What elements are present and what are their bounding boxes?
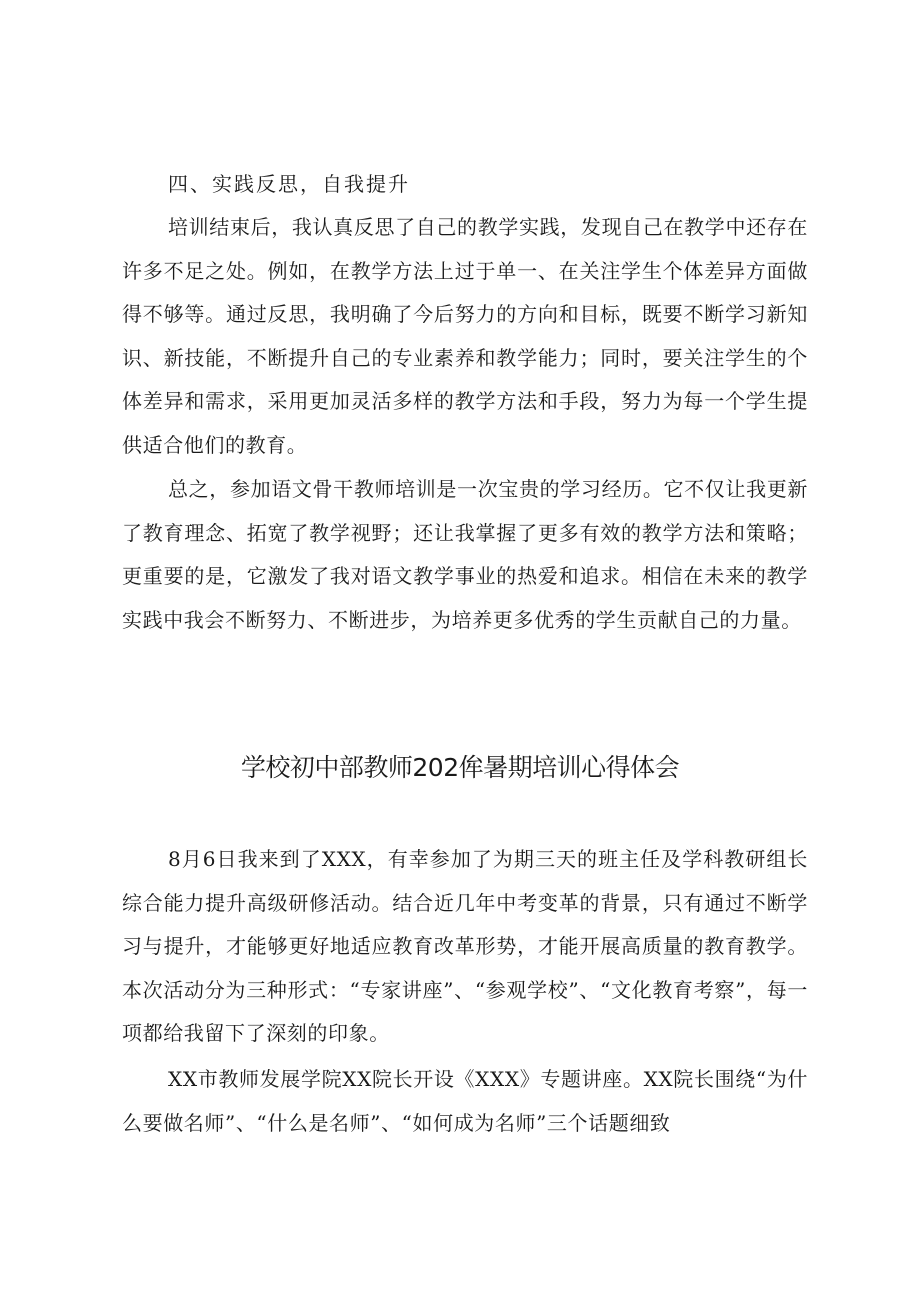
summary-paragraph: 总之，参加语文骨干教师培训是一次宝贵的学习经历。它不仅让我更新了教育理念、拓宽了教学视野；还让我掌握了更多有效的教学方法和策略；更重要的是，它激发了我对语文教学事业的热爱和追求。相信在未来的教学实践中我会不断努力、不断进步，为培养更多优秀的学生贡献自己的力量。 [122, 477, 808, 632]
lecture-paragraph: XX市教师发展学院XX院长开设《XXX》专题讲座。XX院长围绕“为什么要做名师”、“什么是名师”、“如何成为名师”三个话题细致 [122, 1067, 808, 1135]
section-heading: 四、实践反思，自我提升 [168, 172, 410, 196]
reflection-paragraph: 培训结束后，我认真反思了自己的教学实践，发现自己在教学中还存在许多不足之处。例如，在教学方法上过于单一、在关注学生个体差异方面做得不够等。通过反思，我明确了今后努力的方向和目标，既要不断学习新知识、新技能，不断提升自己的专业素养和教学能力；同时，要关注学生的个体差异和需求，采用更加灵活多样的教学方法和手段，努力为每一个学生提供适合他们的教育。 [122, 215, 808, 457]
intro-paragraph: 8月6日我来到了XXX，有幸参加了为期三天的班主任及学科教研组长综合能力提升高级研修活动。结合近几年中考变革的背景，只有通过不断学习与提升，才能够更好地适应教育改革形势，才能开展高质量的教育教学。本次活动分为三种形式：“专家讲座”、“参观学校”、“文化教育考察”，每一项都给我留下了深刻的印象。 [122, 847, 808, 1045]
article-title: 学校初中部教师202侔暑期培训心得体会 [240, 753, 680, 782]
